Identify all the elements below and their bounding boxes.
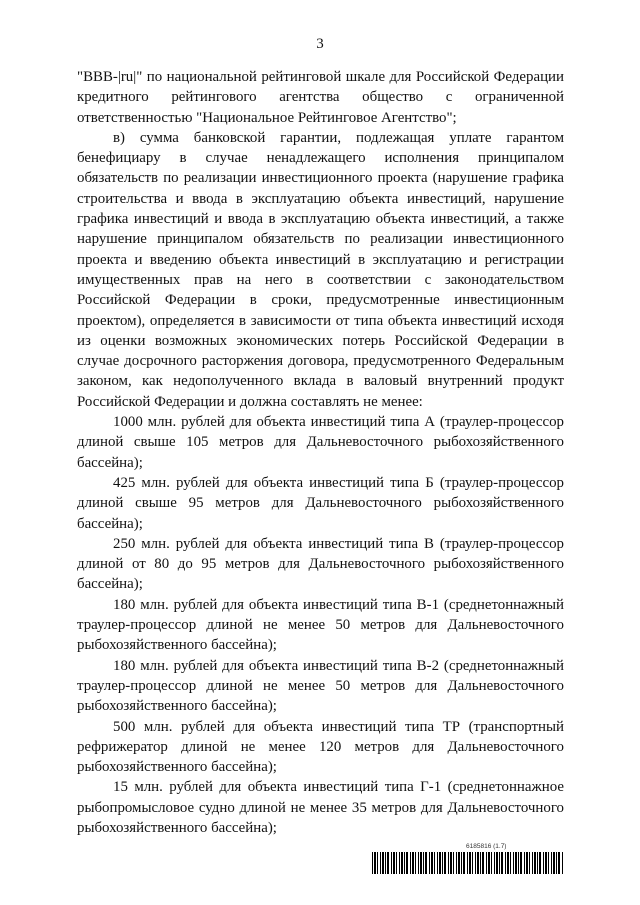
page-number: 3	[316, 36, 324, 52]
paragraph-type-a: 1000 млн. рублей для объекта инвестиций типа А (траулер-процессор длиной свыше 105 метров для Дальневосточного рыбохозяйственного бассейна);	[77, 414, 564, 471]
paragraph-guarantee-amount: в) сумма банковской гарантии, подлежащая уплате гарантом бенефициару в случае ненадлежащего исполнения принципалом обязательств по реализации инвестиционного проекта (нарушение графика строительства и ввода в эксплуатацию объекта инвестиций, нарушение графика инвестиций и ввода в эксплуатацию объекта инвестиций, а также нарушение принципалом обязательств по реализации инвестиционного проекта и введению объекта инвестиций в эксплуатацию и регистрации имущественных прав на него в соответствии с законодательством Российской Федерации в сроки, предусмотренные инвестиционным проектом), определяется в зависимости от типа объекта инвестиций исходя из оценки возможных экономических потерь Российской Федерации в случае досрочного расторжения договора, предусмотренного Федеральным законом, как недополученного вклада в валовый внутренний продукт Российской Федерации и должна составлять не менее:	[77, 129, 564, 410]
paragraph-type-tr: 500 млн. рублей для объекта инвестиций типа ТР (транспортный рефрижератор длиной не менее 120 метров для Дальневосточного рыбохозяйственного бассейна);	[77, 718, 564, 776]
document-code: 6185816 (1.7)	[466, 843, 507, 850]
paragraph-type-g1: 15 млн. рублей для объекта инвестиций типа Г-1 (среднетоннажное рыбопромысловое судно длиной не менее 35 метров для Дальневосточного рыбохозяйственного бассейна);	[77, 779, 564, 836]
document-body	[77, 67, 564, 838]
paragraph-type-v: 250 млн. рублей для объекта инвестиций типа В (траулер-процессор длиной от 80 до 95 метров для Дальневосточного рыбохозяйственного бассейна);	[77, 535, 564, 593]
paragraph-type-v1: 180 млн. рублей для объекта инвестиций типа В-1 (среднетоннажный траулер-процессор длиной не менее 50 метров для Дальневосточного рыбохозяйственного бассейна);	[77, 596, 564, 654]
paragraph-type-v2: 180 млн. рублей для объекта инвестиций типа В-2 (среднетоннажный траулер-процессор длиной не менее 50 метров для Дальневосточного рыбохозяйственного бассейна);	[77, 657, 564, 715]
paragraph-rating: "BBB-|ru|" по национальной рейтинговой шкале для Российской Федерации кредитного рейтингового агентства общество с ограниченной ответственностью "Национальное Рейтинговое Агентство";	[77, 69, 564, 126]
paragraph-type-b: 425 млн. рублей для объекта инвестиций типа Б (траулер-процессор длиной свыше 95 метров для Дальневосточного рыбохозяйственного бассейна);	[77, 474, 564, 532]
barcode-icon	[372, 852, 564, 874]
